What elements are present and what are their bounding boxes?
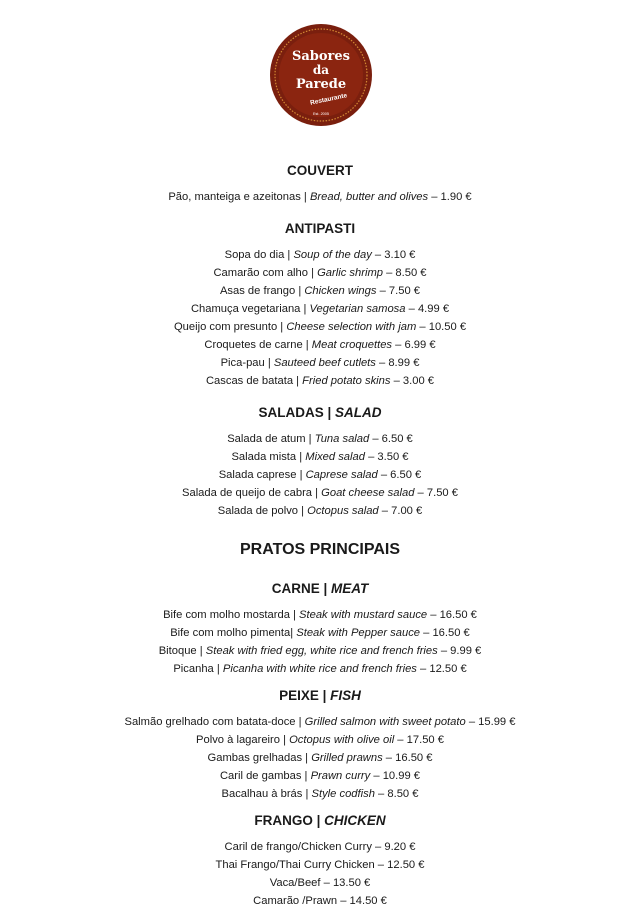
section-title-pt: CARNE | xyxy=(271,581,332,596)
menu-item xyxy=(0,264,640,282)
item-price: – 6.50 € xyxy=(369,433,413,445)
item-price: – 16.50 € xyxy=(420,627,470,639)
section-title-en: FISH xyxy=(330,688,361,703)
item-name-pt: Caril de gambas | xyxy=(219,770,311,782)
item-name-en: Garlic shrimp xyxy=(317,267,383,279)
item-name-pt: Picanha | xyxy=(173,663,223,675)
menu-item: Caril de frango/Chicken Curry – 9.20 € xyxy=(224,841,416,853)
section-title-saladas xyxy=(0,404,640,422)
item-name-pt: Bife com molho mostarda | xyxy=(163,609,300,621)
logo-emblem xyxy=(269,23,373,127)
menu-item xyxy=(0,372,640,390)
item-price: – 8.50 € xyxy=(382,267,427,279)
item-name-pt: Salada de atum | xyxy=(227,433,315,445)
item-price: – 8.50 € xyxy=(374,788,419,800)
item-name-en: Steak with fried egg, white rice and french fries xyxy=(205,645,438,657)
item-name-pt: Queijo com presunto | xyxy=(173,321,287,333)
item-name-pt: Chamuça vegetariana | xyxy=(190,303,310,315)
item-price: – 6.99 € xyxy=(392,339,436,351)
item-name-en: Cheese selection with jam xyxy=(286,321,417,333)
item-price: – 7.50 € xyxy=(414,487,458,499)
menu-item: Vaca/Beef – 13.50 € xyxy=(269,877,371,889)
restaurant-logo xyxy=(269,23,373,127)
logo-est: Est. 2005 xyxy=(312,112,330,116)
section-title-pt: FRANGO | xyxy=(254,813,325,828)
item-price: – 3.10 € xyxy=(371,249,416,261)
item-name-pt: Camarão com alho | xyxy=(213,267,318,279)
item-name-en: Style codfish xyxy=(311,788,375,800)
logo-line2: da xyxy=(312,63,330,77)
menu-item xyxy=(0,606,640,624)
menu-content xyxy=(0,162,640,910)
item-name-pt: Bitoque | xyxy=(158,645,206,657)
item-price: – 10.99 € xyxy=(370,770,421,782)
menu-item xyxy=(0,188,640,206)
section-title-couvert: COUVERT xyxy=(286,163,353,178)
item-name-pt: Salada de polvo | xyxy=(217,505,308,517)
menu-item xyxy=(0,466,640,484)
item-name-en: Mixed salad xyxy=(305,451,365,463)
menu-item: Thai Frango/Thai Curry Chicken – 12.50 € xyxy=(215,859,425,871)
item-name-en: Sauteed beef cutlets xyxy=(273,357,376,369)
frango-list xyxy=(0,838,640,910)
menu-item xyxy=(0,713,640,731)
item-name-pt: Bife com molho pimenta| xyxy=(170,627,297,639)
item-name-en: Vegetarian samosa xyxy=(309,303,406,315)
item-price: – 3.00 € xyxy=(390,375,435,387)
item-name-pt: Salada de queijo de cabra | xyxy=(182,487,322,499)
menu-item xyxy=(0,484,640,502)
logo-line1: Sabores xyxy=(291,49,351,64)
item-name-pt: Cascas de batata | xyxy=(205,375,303,387)
item-name-pt: Asas de frango | xyxy=(219,285,305,297)
item-name-en: Steak with mustard sauce xyxy=(299,609,428,621)
logo-line3: Parede xyxy=(295,77,347,92)
item-price: – 15.99 € xyxy=(465,716,516,728)
item-name-en: Tuna salad xyxy=(314,433,370,445)
item-name-en: Goat cheese salad xyxy=(321,487,415,499)
item-name-pt: Salada caprese | xyxy=(218,469,306,481)
item-name-en: Meat croquettes xyxy=(311,339,393,351)
item-name-pt: Croquetes de carne | xyxy=(204,339,312,351)
item-price: – 12.50 € xyxy=(416,663,467,675)
section-title-en: SALAD xyxy=(335,405,382,420)
item-name-pt: Pica-pau | xyxy=(220,357,274,369)
section-title-pratos-principais: PRATOS PRINCIPAIS xyxy=(239,541,401,558)
item-name-en: Grilled prawns xyxy=(311,752,383,764)
menu-item xyxy=(0,318,640,336)
menu-item xyxy=(0,282,640,300)
item-name-pt: Bacalhau à brás | xyxy=(221,788,312,800)
menu-item xyxy=(0,246,640,264)
item-price: – 3.50 € xyxy=(364,451,409,463)
section-title-frango xyxy=(0,812,640,830)
menu-item xyxy=(0,642,640,660)
item-name-pt: Gambas grelhadas | xyxy=(207,752,312,764)
item-name-pt: Polvo à lagareiro | xyxy=(196,734,290,746)
menu-item xyxy=(0,785,640,803)
menu-item xyxy=(0,336,640,354)
item-name-en: Soup of the day xyxy=(293,249,372,261)
saladas-list xyxy=(0,430,640,520)
item-name-en: Grilled salmon with sweet potato xyxy=(304,716,466,728)
couvert-list xyxy=(0,188,640,206)
section-title-en: MEAT xyxy=(331,581,369,596)
item-name-en: Octopus salad xyxy=(307,505,379,517)
section-title-en: CHICKEN xyxy=(324,813,386,828)
item-price: – 7.00 € xyxy=(378,505,423,517)
menu-item xyxy=(0,767,640,785)
peixe-list xyxy=(0,713,640,803)
section-title-antipasti: ANTIPASTI xyxy=(284,221,356,236)
item-name-en: Prawn curry xyxy=(310,770,371,782)
carne-list xyxy=(0,606,640,678)
item-name-en: Bread, butter and olives xyxy=(309,191,429,203)
item-price: – 6.50 € xyxy=(377,469,422,481)
antipasti-list xyxy=(0,246,640,390)
item-price: – 16.50 € xyxy=(382,752,433,764)
item-name-en: Picanha with white rice and french fries xyxy=(222,663,417,675)
menu-item xyxy=(0,660,640,678)
item-name-pt: Sopa do dia | xyxy=(224,249,294,261)
menu-item: Camarão /Prawn – 14.50 € xyxy=(253,895,387,907)
item-name-en: Steak with Pepper sauce xyxy=(296,627,421,639)
menu-item xyxy=(0,430,640,448)
item-price: – 4.99 € xyxy=(405,303,450,315)
item-name-pt: Salmão grelhado com batata-doce | xyxy=(124,716,305,728)
menu-item xyxy=(0,354,640,372)
item-name-en: Caprese salad xyxy=(305,469,378,481)
item-name-en: Octopus with olive oil xyxy=(289,734,395,746)
menu-item xyxy=(0,502,640,520)
menu-item xyxy=(0,300,640,318)
item-name-en: Chicken wings xyxy=(304,285,377,297)
item-price: – 16.50 € xyxy=(427,609,477,621)
item-price: – 8.99 € xyxy=(375,357,420,369)
item-price: – 7.50 € xyxy=(376,285,421,297)
menu-item xyxy=(0,448,640,466)
menu-item xyxy=(0,731,640,749)
section-title-pt: PEIXE | xyxy=(279,688,331,703)
item-name-pt: Salada mista | xyxy=(231,451,306,463)
item-price: – 1.90 € xyxy=(428,191,472,203)
section-title-carne xyxy=(0,580,640,598)
section-title-peixe xyxy=(0,687,640,705)
item-price: – 17.50 € xyxy=(394,734,444,746)
item-name-en: Fried potato skins xyxy=(302,375,391,387)
item-name-pt: Pão, manteiga e azeitonas | xyxy=(168,191,310,203)
item-price: – 10.50 € xyxy=(416,321,467,333)
menu-item xyxy=(0,624,640,642)
menu-item xyxy=(0,749,640,767)
section-title-pt: SALADAS | xyxy=(258,405,336,420)
item-price: – 9.99 € xyxy=(437,645,482,657)
logo-subtitle: Restaurante xyxy=(309,92,348,107)
